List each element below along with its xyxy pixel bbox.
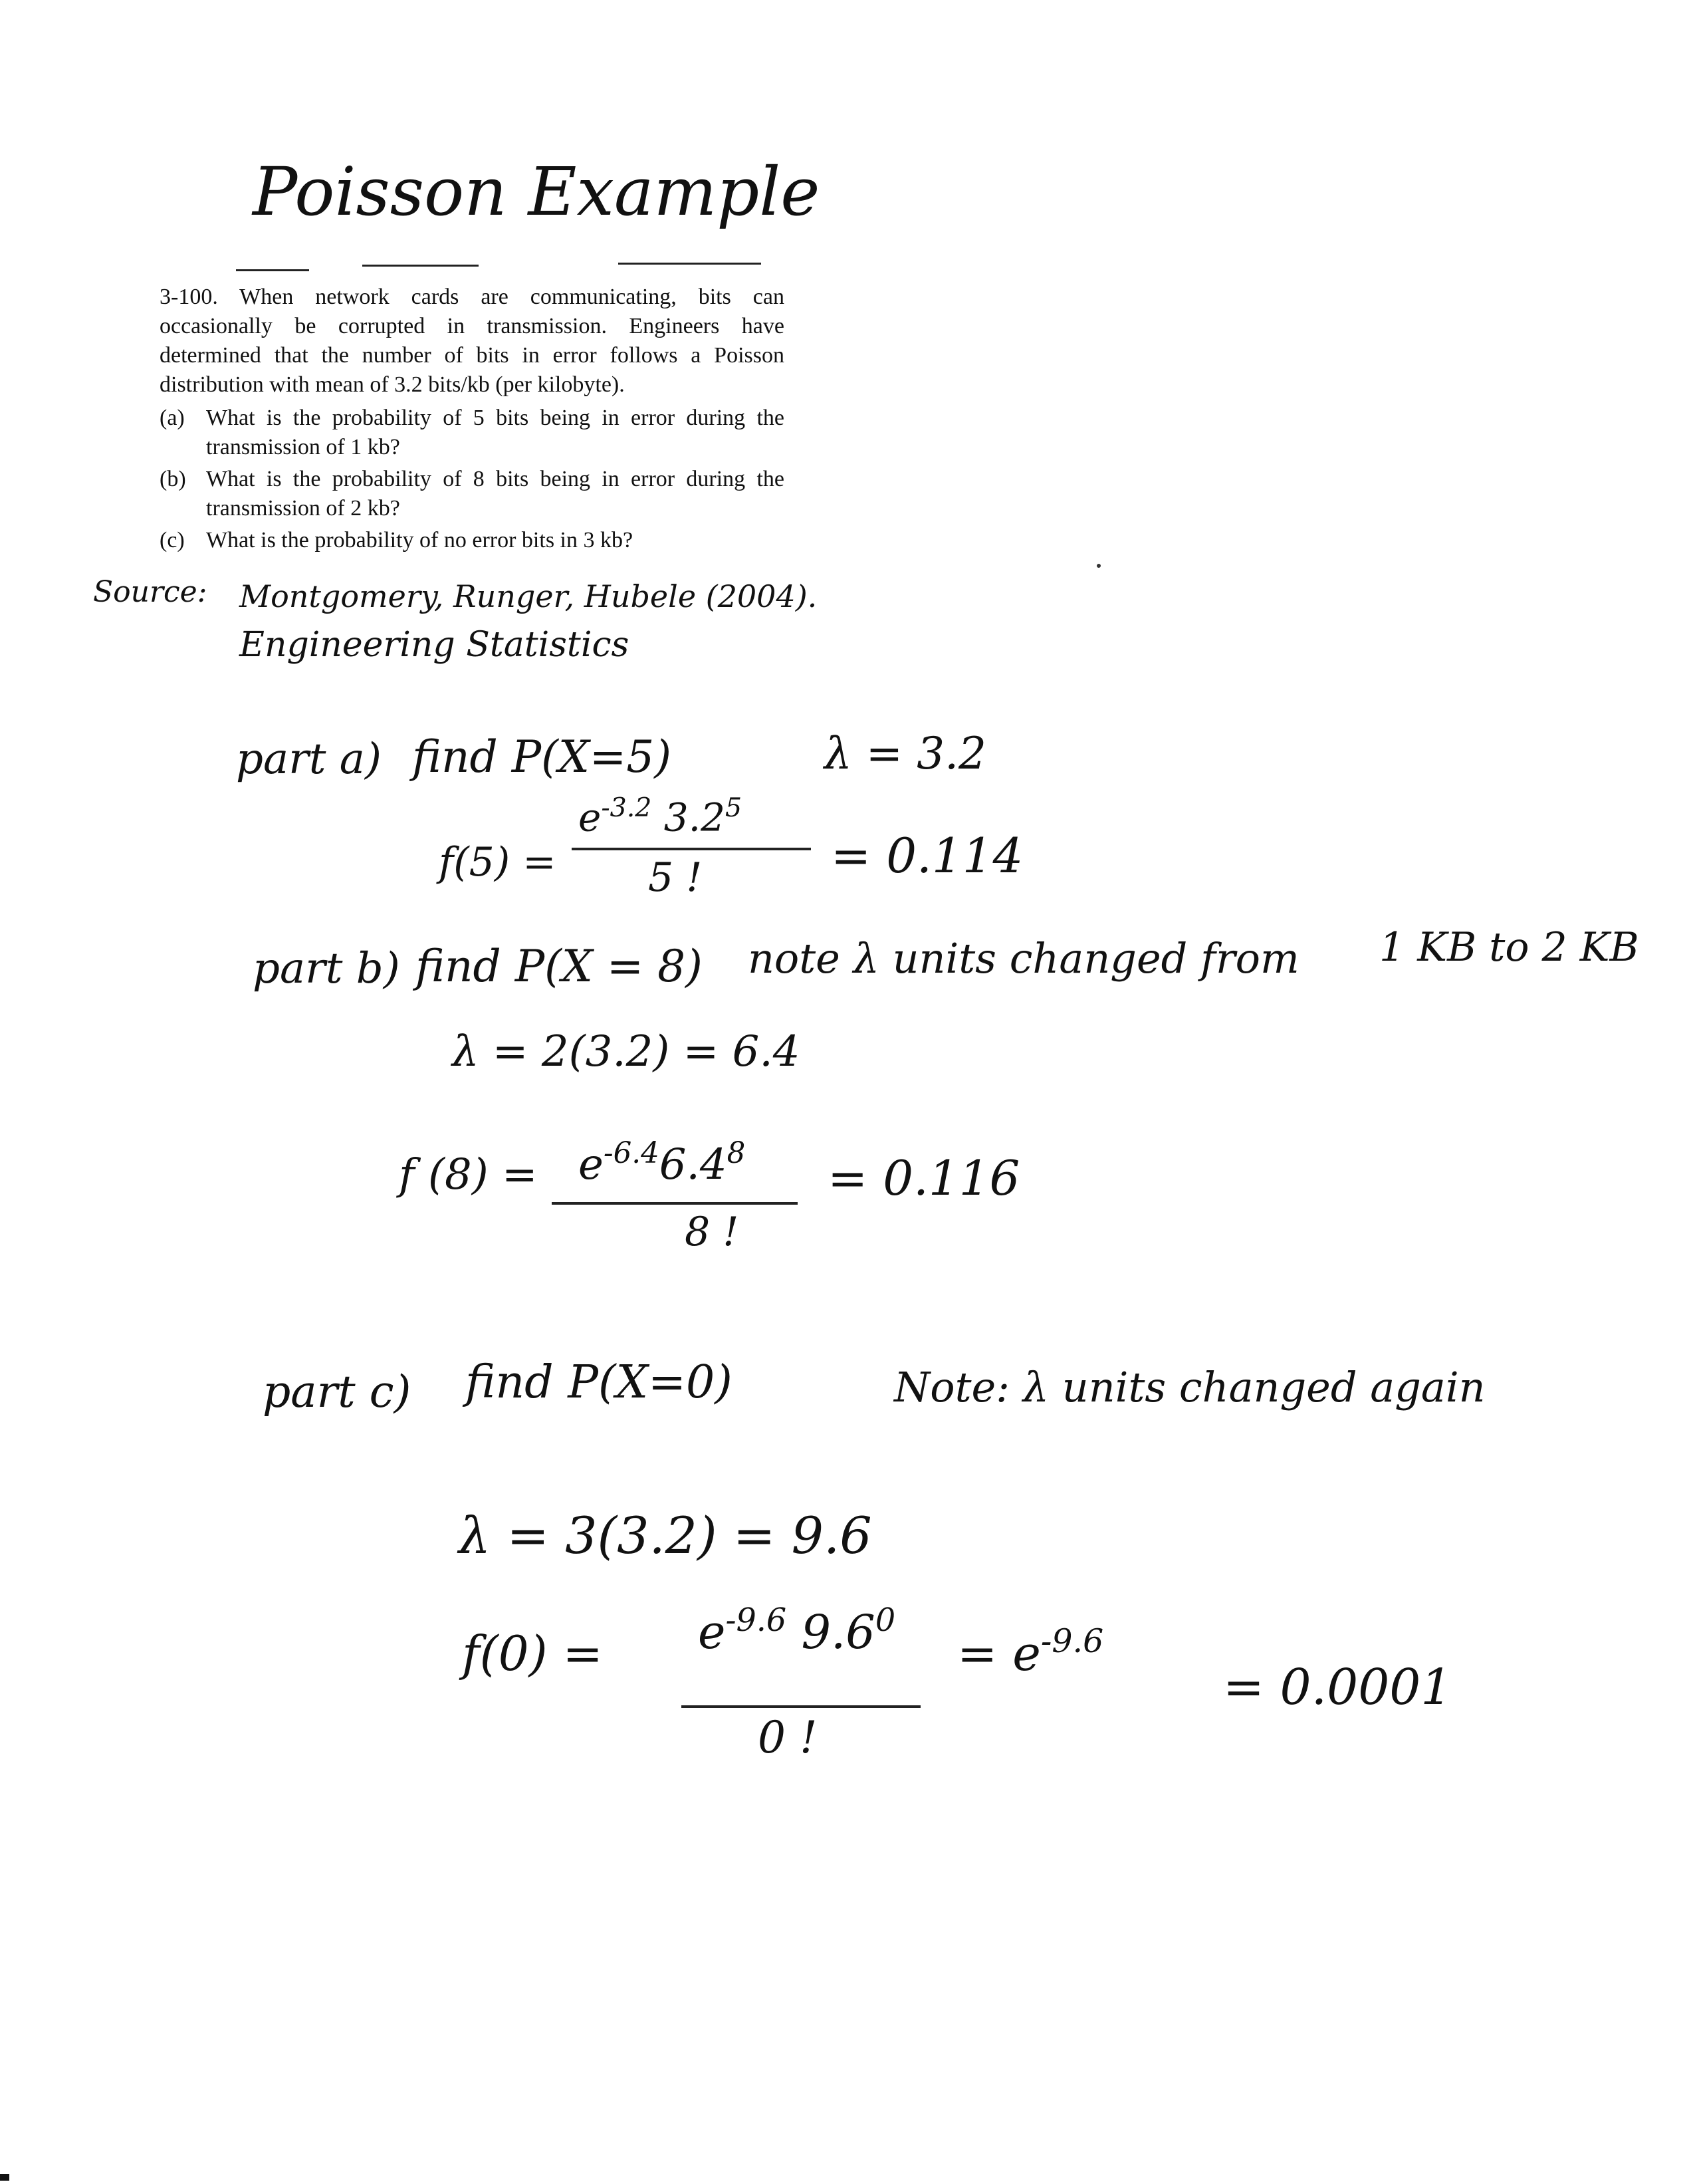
title-underline-segment xyxy=(618,263,761,265)
exponent: -9.6 xyxy=(1040,1622,1104,1660)
part-b-label: part b) xyxy=(253,944,400,993)
part-c-function: f(0) = xyxy=(462,1626,603,1681)
part-c-numerator xyxy=(698,1602,895,1659)
scan-edge-mark xyxy=(0,2174,9,2181)
question-text: What is the probability of no error bits in 3 kb? xyxy=(206,528,633,552)
part-a-lambda: λ = 3.2 xyxy=(824,728,987,779)
part-c-label: part c) xyxy=(263,1366,411,1417)
part-b-denominator: 8 ! xyxy=(685,1209,739,1255)
part-b-find: find P(X = 8) xyxy=(415,941,703,992)
part-a-numerator xyxy=(578,792,742,840)
part-a-function: f(5) = xyxy=(439,839,556,886)
exp-base: = e xyxy=(957,1625,1041,1681)
question-text: What is the probability of 5 bits being in error during the transmission of 1 kb? xyxy=(206,406,784,459)
source-authors: Montgomery, Runger, Hubele (2004). xyxy=(239,578,818,614)
exponent: -3.2 xyxy=(601,792,652,823)
part-b-lambda: λ = 2(3.2) = 6.4 xyxy=(452,1027,800,1076)
exponent: -9.6 xyxy=(725,1602,787,1639)
problem-statement xyxy=(160,283,784,558)
part-c-denominator: 0 ! xyxy=(758,1712,818,1763)
part-b-numerator xyxy=(578,1137,745,1189)
part-b-function: f (8) = xyxy=(399,1150,538,1199)
fraction-bar xyxy=(572,848,811,850)
power-exponent: 5 xyxy=(725,792,742,823)
power-base: 3.2 xyxy=(663,794,726,840)
fraction-bar xyxy=(552,1202,798,1205)
power-exponent: 0 xyxy=(875,1602,896,1639)
exponent: -6.4 xyxy=(603,1137,659,1170)
part-b-result: = 0.116 xyxy=(828,1150,1020,1206)
exp-base: e xyxy=(578,1140,604,1189)
part-c-result: = 0.0001 xyxy=(1223,1659,1452,1716)
fraction-bar xyxy=(681,1705,921,1708)
part-a-find: find P(X=5) xyxy=(412,731,671,783)
question-item xyxy=(160,465,784,523)
part-a-denominator: 5 ! xyxy=(648,854,703,901)
scan-speck xyxy=(1097,564,1101,568)
power-base: 6.4 xyxy=(659,1140,727,1189)
power-exponent: 8 xyxy=(727,1137,746,1170)
exp-base: e xyxy=(578,794,602,840)
source-book-title: Engineering Statistics xyxy=(239,625,629,665)
question-item xyxy=(160,404,784,462)
part-b-note: note λ units changed from xyxy=(748,934,1299,983)
power-base: 9.6 xyxy=(801,1605,875,1660)
title-underline-segment xyxy=(362,265,479,267)
title-underline-segment xyxy=(236,269,309,271)
question-label: (c) xyxy=(160,528,185,552)
question-label: (b) xyxy=(160,467,186,491)
question-text: What is the probability of 8 bits being in error during the transmission of 2 kb? xyxy=(206,467,784,521)
exp-base: e xyxy=(698,1605,726,1660)
part-c-note: Note: λ units changed again xyxy=(894,1363,1486,1411)
source-label: Source: xyxy=(93,575,207,609)
question-item xyxy=(160,526,784,555)
problem-intro: 3-100. When network cards are communicating, bits can occasionally be corrupted in transmission. Engineers have determined that the number of bits in error follows a Poisson distribution with mean of 3.2 bits/kb (per kilobyte). xyxy=(160,285,784,397)
part-a-label: part a) xyxy=(236,735,382,784)
page-title: Poisson Example xyxy=(253,153,820,231)
part-c-simplified xyxy=(957,1622,1103,1681)
question-label: (a) xyxy=(160,406,185,430)
part-c-find: find P(X=0) xyxy=(465,1356,733,1409)
part-a-result: = 0.114 xyxy=(831,828,1024,884)
part-b-units: 1 KB to 2 KB xyxy=(1379,924,1639,971)
part-c-lambda: λ = 3(3.2) = 9.6 xyxy=(459,1506,872,1565)
